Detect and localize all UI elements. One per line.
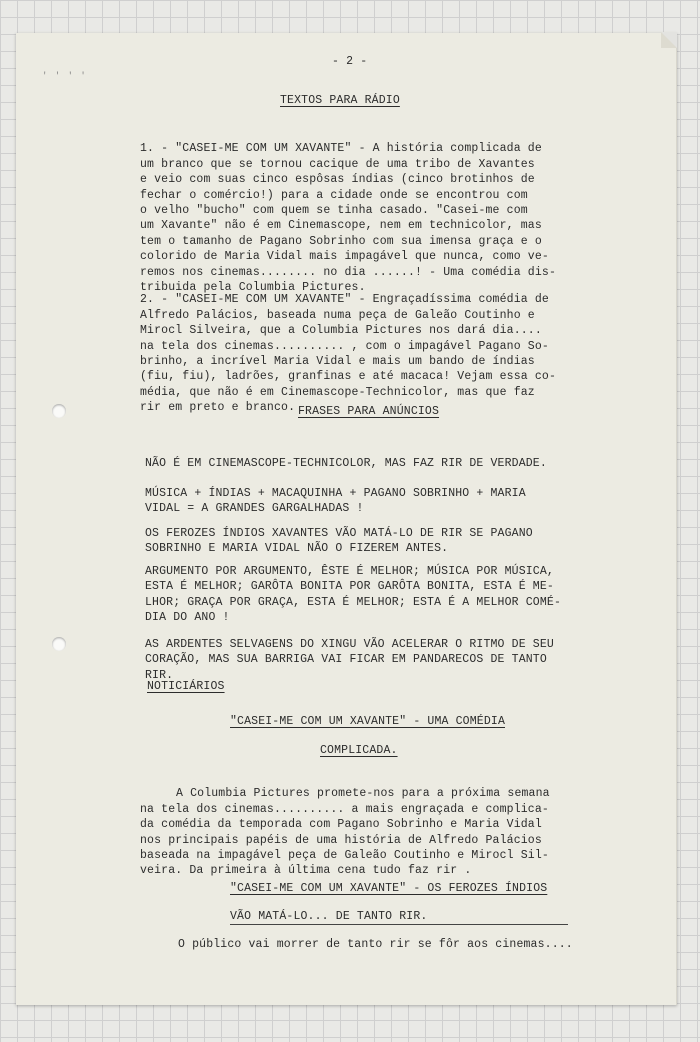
- text-line: veira. Da primeira à última cena tudo faz rir .: [140, 864, 472, 878]
- text-line: OS FEROZES ÍNDIOS XAVANTES VÃO MATÁ-LO DE RIR SE PAGANO: [145, 526, 533, 540]
- text-line: colorido de Maria Vidal mais impagável que nunca, como ve-: [140, 250, 549, 264]
- text-line: da comédia da temporada com Pagano Sobrinho e Maria Vidal: [140, 818, 542, 832]
- page-corner-fold: [661, 32, 677, 48]
- text-line: baseada na impagável peça de Galeão Coutinho e Mirocl Sil-: [140, 849, 549, 863]
- text-line: na tela dos cinemas.......... a mais engraçada e complica-: [140, 802, 549, 816]
- text-line: brinho, a incrível Maria Vidal e mais um bando de índias: [140, 355, 535, 369]
- page-number: - 2 -: [332, 55, 368, 68]
- text-line: média, que não é em Cinemascope-Technicolor, mas que faz: [140, 385, 535, 399]
- text-line: VIDAL = A GRANDES GARGALHADAS !: [145, 502, 364, 515]
- text-line: e veio com suas cinco espôsas índias (cinco brotinhos de: [140, 173, 535, 187]
- text-line: fechar o comércio!) para a cidade onde se encontrou com: [140, 188, 528, 202]
- text-line: remos nos cinemas........ no dia ......! - Uma comédia dis-: [140, 265, 557, 279]
- text-line: 1. - "CASEI-ME COM UM XAVANTE" - A história complicada de: [140, 142, 542, 156]
- punch-hole-lower: [52, 637, 66, 651]
- ads-heading: FRASES PARA ANÚNCIOS: [298, 405, 440, 418]
- text-line: um Xavante" não é em Cinemascope, nem em technicolor, mas: [140, 219, 542, 233]
- text-line: Alfredo Palácios, baseada numa peça de Galeão Coutinho e: [140, 308, 535, 322]
- underline-rule: [230, 924, 568, 925]
- news-heading: NOTICIÁRIOS: [147, 680, 225, 693]
- text-line: NÃO É EM CINEMASCOPE-TECHNICOLOR, MAS FAZ RIR DE VERDADE.: [145, 456, 547, 470]
- text-line: A Columbia Pictures promete-nos para a próxima semana: [176, 787, 550, 801]
- text-line: rir em preto e branco.: [140, 401, 296, 415]
- text-line: SOBRINHO E MARIA VIDAL NÃO O FIZEREM ANTES.: [145, 542, 449, 555]
- text-line: Mirocl Silveira, que a Columbia Pictures nos dará dia....: [140, 324, 542, 338]
- text-line: ARGUMENTO POR ARGUMENTO, ÊSTE É MELHOR; MÚSICA POR MÚSICA,: [145, 564, 554, 578]
- punch-hole-upper: [52, 404, 66, 418]
- news-item-2-title-line-1: "CASEI-ME COM UM XAVANTE" - OS FEROZES ÍNDIOS: [230, 882, 548, 895]
- text-line: RIR.: [145, 668, 174, 682]
- paper-marks: ' ' ' ': [42, 71, 87, 81]
- text-line: CORAÇÃO, MAS SUA BARRIGA VAI FICAR EM PANDARECOS DE TANTO: [145, 653, 547, 666]
- text-line: AS ARDENTES SELVAGENS DO XINGU VÃO ACELERAR O RITMO DE SEU: [145, 637, 554, 651]
- text-line: tem o tamanho de Pagano Sobrinho com sua imensa graça e o: [140, 234, 542, 248]
- text-line: na tela dos cinemas.......... , com o impagável Pagano So-: [140, 339, 549, 353]
- text-line: o velho "bucho" com quem se tinha casado. "Casei-me com: [140, 204, 528, 218]
- text-line: 2. - "CASEI-ME COM UM XAVANTE" - Engraçadíssima comédia de: [140, 293, 549, 307]
- text-line: tribuida pela Columbia Pictures.: [140, 281, 366, 295]
- text-line: nos principais papéis de uma história de Alfredo Palácios: [140, 833, 542, 847]
- radio-heading: TEXTOS PARA RÁDIO: [280, 94, 400, 107]
- text-line: (fiu, fiu), ladrões, granfinas e até macaca! Vejam essa co-: [140, 370, 557, 384]
- news-item-2-title-line-2: VÃO MATÁ-LO... DE TANTO RIR.: [230, 910, 428, 923]
- text-line: LHOR; GRAÇA POR GRAÇA, ESTA É MELHOR; ESTA É A MELHOR COMÉ-: [145, 595, 562, 609]
- text-line: MÚSICA + ÍNDIAS + MACAQUINHA + PAGANO SOBRINHO + MARIA: [145, 486, 526, 500]
- news-item-1-body: [140, 771, 550, 894]
- news-item-1-title-line-2: COMPLICADA.: [320, 744, 398, 757]
- news-item-1-title-line-1: "CASEI-ME COM UM XAVANTE" - UMA COMÉDIA: [230, 715, 505, 728]
- text-line: DIA DO ANO !: [145, 611, 230, 624]
- news-item-2-body: O público vai morrer de tanto rir se fôr aos cinemas....: [178, 938, 573, 951]
- text-line: ESTA É MELHOR; GARÔTA BONITA POR GARÔTA BONITA, ESTA É ME-: [145, 580, 554, 593]
- text-line: um branco que se tornou cacique de uma tribo de Xavantes: [140, 157, 535, 171]
